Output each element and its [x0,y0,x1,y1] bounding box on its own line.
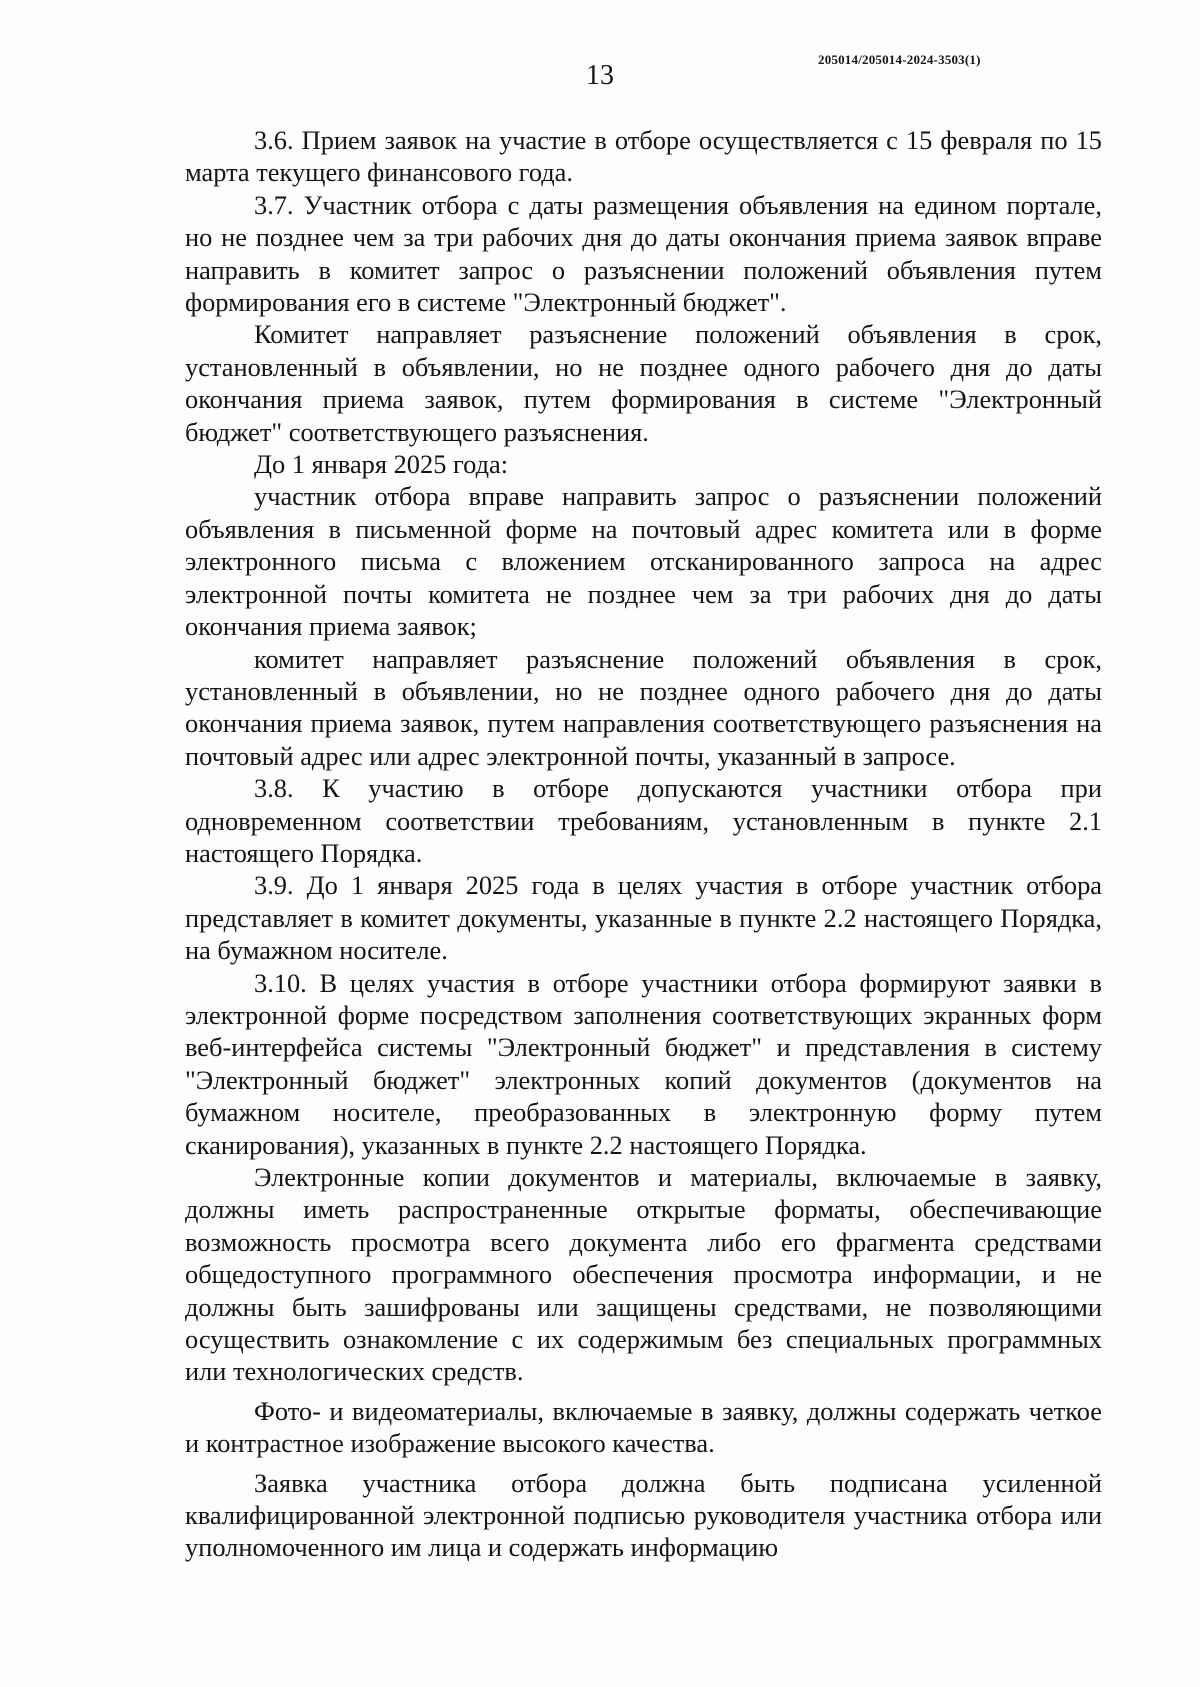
document-body [185,124,1102,1564]
paragraph-3-10: 3.10. В целях участия в отборе участники отбора формируют заявки в электронной форме посредством заполнения соответствующих экранных форм веб-интерфейса системы "Электронный бюджет" и представления в систему "Электронный бюджет" электронных копий документов (документов на бумажном носителе, преобразованных в электронную форму путем сканирования), указанных в пункте 2.2 настоящего Порядка. [185,967,1102,1160]
paragraph-photo-video: Фото- и видеоматериалы, включаемые в заявку, должны содержать четкое и контрастное изображение высокого качества. [185,1395,1102,1459]
paragraph-until-2025: До 1 января 2025 года: [254,449,509,480]
paragraph-3-9: 3.9. До 1 января 2025 года в целях участия в отборе участник отбора представляет в комитет документы, указанные в пункте 2.2 настоящего Порядка, на бумажном носителе. [185,870,1102,966]
paragraph-participant-request: участник отбора вправе направить запрос о разъяснении положений объявления в письменной форме на почтовый адрес комитета или в форме электронного письма с вложением отсканированного запроса на адрес электронной почты комитета не позднее чем за три рабочих дня до даты окончания приема заявок; [185,481,1102,642]
paragraph-committee-response: комитет направляет разъяснение положений объявления в срок, установленный в объявлении, но не позднее одного рабочего дня до даты окончания приема заявок, путем направления соответствующего разъяснения на почтовый адрес или адрес электронной почты, указанный в запросе. [185,643,1102,771]
page-number: 13 [586,60,614,91]
paragraph-3-6: 3.6. Прием заявок на участие в отборе осуществляется с 15 февраля по 15 марта текущего финансового года. [185,125,1102,188]
paragraph-3-7: 3.7. Участник отбора с даты размещения объявления на едином портале, но не позднее чем за три рабочих дня до даты окончания приема заявок вправе направить в комитет запрос о разъяснении положений объявления путем формирования его в системе "Электронный бюджет". [185,189,1102,318]
paragraph-application-signature: Заявка участника отбора должна быть подписана усиленной квалифицированной электронной подписью руководителя участника отбора или уполномоченного им лица и содержать информацию [185,1467,1102,1563]
paragraph-electronic-copies: Электронные копии документов и материалы, включаемые в заявку, должны иметь распространенные открытые форматы, обеспечивающие возможность просмотра всего документа либо его фрагмента средствами общедоступного программного обеспечения просмотра информации, и не должны быть зашифрованы или защищены средствами, не позволяющими осуществить ознакомление с их содержимым без специальных программных или технологических средств. [185,1162,1102,1387]
paragraph-committee-clarification: Комитет направляет разъяснение положений объявления в срок, установленный в объявлении, но не позднее одного рабочего дня до даты окончания приема заявок, путем формирования в системе "Электронный бюджет" соответствующего разъяснения. [185,319,1102,447]
document-code: 205014/205014-2024-3503(1) [818,52,981,67]
paragraph-3-8: 3.8. К участию в отборе допускаются участники отбора при одновременном соответствии требованиям, установленным в пункте 2.1 настоящего Порядка. [185,773,1102,868]
